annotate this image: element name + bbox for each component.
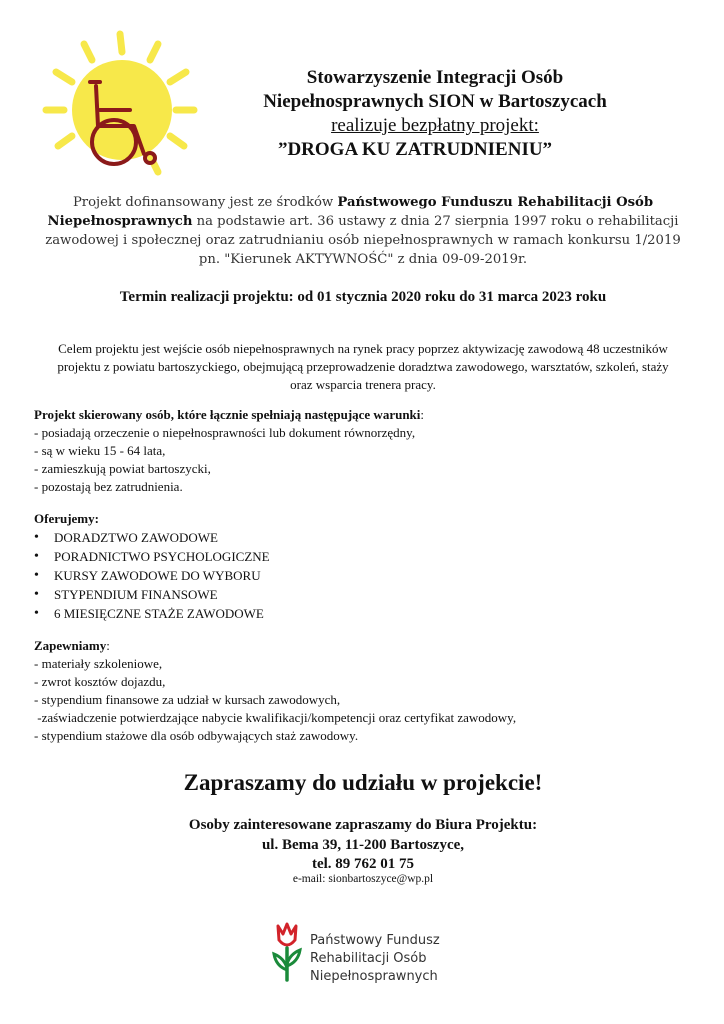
- project-goal: Celem projektu jest wejście osób niepełnosprawnych na rynek pracy poprzez aktywizację zawodową 48 uczestników projektu z powiatu bartoszyckiego, obejmującą przeprowadzenie doradztwa zawodowego, warsztatów, szkoleń, staży oraz wsparcia trenera pracy.: [57, 341, 669, 392]
- contact-phone: tel. 89 762 01 75: [311, 856, 415, 872]
- list-item: • DORADZTWO ZAWODOWE: [34, 528, 694, 547]
- org-name-line2: Niepełnosprawnych SION w Bartoszycach: [263, 91, 607, 112]
- tulip-leaf-left: [274, 954, 287, 970]
- intro-text-end: na podstawie art. 36 ustawy z dnia 27 sierpnia 1997 roku o rehabilitacji zawodowej i społecznej oraz zatrudnianiu osób niepełnosprawnych w ramach konkursu 1/2019 pn. "Kierunek AKTYWNOŚĆ" z dnia 09-09-2019r.: [45, 214, 681, 267]
- pfron-tulip-icon: [268, 920, 306, 984]
- list-item: - pozostają bez zatrudnienia.: [34, 479, 183, 494]
- offer-list: [34, 528, 694, 623]
- pfron-line3: Niepełnosprawnych: [310, 969, 438, 984]
- subtitle: realizuje bezpłatny projekt:: [331, 115, 539, 136]
- project-term: Termin realizacji projektu: od 01 stycznia 2020 roku do 31 marca 2023 roku: [119, 289, 607, 305]
- offer-section: [34, 510, 694, 623]
- list-item: -zaświadczenie potwierdzające nabycie kwalifikacji/kompetencji oraz certyfikat zawodowy,: [34, 710, 517, 725]
- list-item: - materiały szkoleniowe,: [34, 656, 163, 671]
- provide-title: Zapewniamy:: [34, 638, 110, 653]
- offer-title: Oferujemy:: [34, 511, 99, 526]
- list-item: - zamieszkują powiat bartoszycki,: [34, 461, 211, 476]
- list-item: • KURSY ZAWODOWE DO WYBORU: [34, 566, 694, 585]
- pfron-line1: Państwowy Fundusz: [310, 933, 440, 948]
- contact-line1: Osoby zainteresowane zapraszamy do Biura Projektu:: [188, 817, 538, 833]
- project-title: ”DROGA KU ZATRUDNIENIU”: [277, 139, 553, 160]
- provide-section: [34, 637, 694, 745]
- contact-address: ul. Bema 39, 11-200 Bartoszyce,: [261, 837, 465, 853]
- list-item: - stypendium stażowe dla osób odbywających staż zawodowy.: [34, 728, 359, 743]
- org-name-line1: Stowarzyszenie Integracji Osób: [306, 67, 564, 88]
- sion-logo-sun-wheelchair-icon: [38, 30, 198, 180]
- list-item: - zwrot kosztów dojazdu,: [34, 674, 166, 689]
- list-item: • PORADNICTWO PSYCHOLOGICZNE: [34, 547, 694, 566]
- list-item: - posiadają orzeczenie o niepełnosprawności lub dokument równorzędny,: [34, 425, 416, 440]
- list-item: • STYPENDIUM FINANSOWE: [34, 585, 694, 604]
- pfron-logo-text: [310, 932, 440, 986]
- list-item: - są w wieku 15 - 64 lata,: [34, 443, 166, 458]
- intro-text-start: Projekt dofinansowany jest ze środków: [72, 195, 338, 210]
- tulip-flower: [278, 924, 296, 945]
- conditions-title: Projekt skierowany osób, które łącznie spełniają następujące warunki:: [34, 407, 425, 422]
- list-item: - stypendium finansowe za udział w kursach zawodowych,: [34, 692, 341, 707]
- intro-paragraph: [40, 193, 686, 269]
- invitation-heading: Zapraszamy do udziału w projekcie!: [183, 770, 543, 795]
- list-item: • 6 MIESIĘCZNE STAŻE ZAWODOWE: [34, 604, 694, 623]
- fund-name: Państwowego Funduszu Rehabilitacji Osób Niepełnosprawnych: [47, 195, 654, 229]
- conditions-section: [34, 406, 694, 496]
- pfron-line2: Rehabilitacji Osób: [310, 951, 427, 966]
- contact-email: e-mail: sionbartoszyce@wp.pl: [292, 873, 434, 885]
- tulip-leaf-right: [287, 950, 300, 966]
